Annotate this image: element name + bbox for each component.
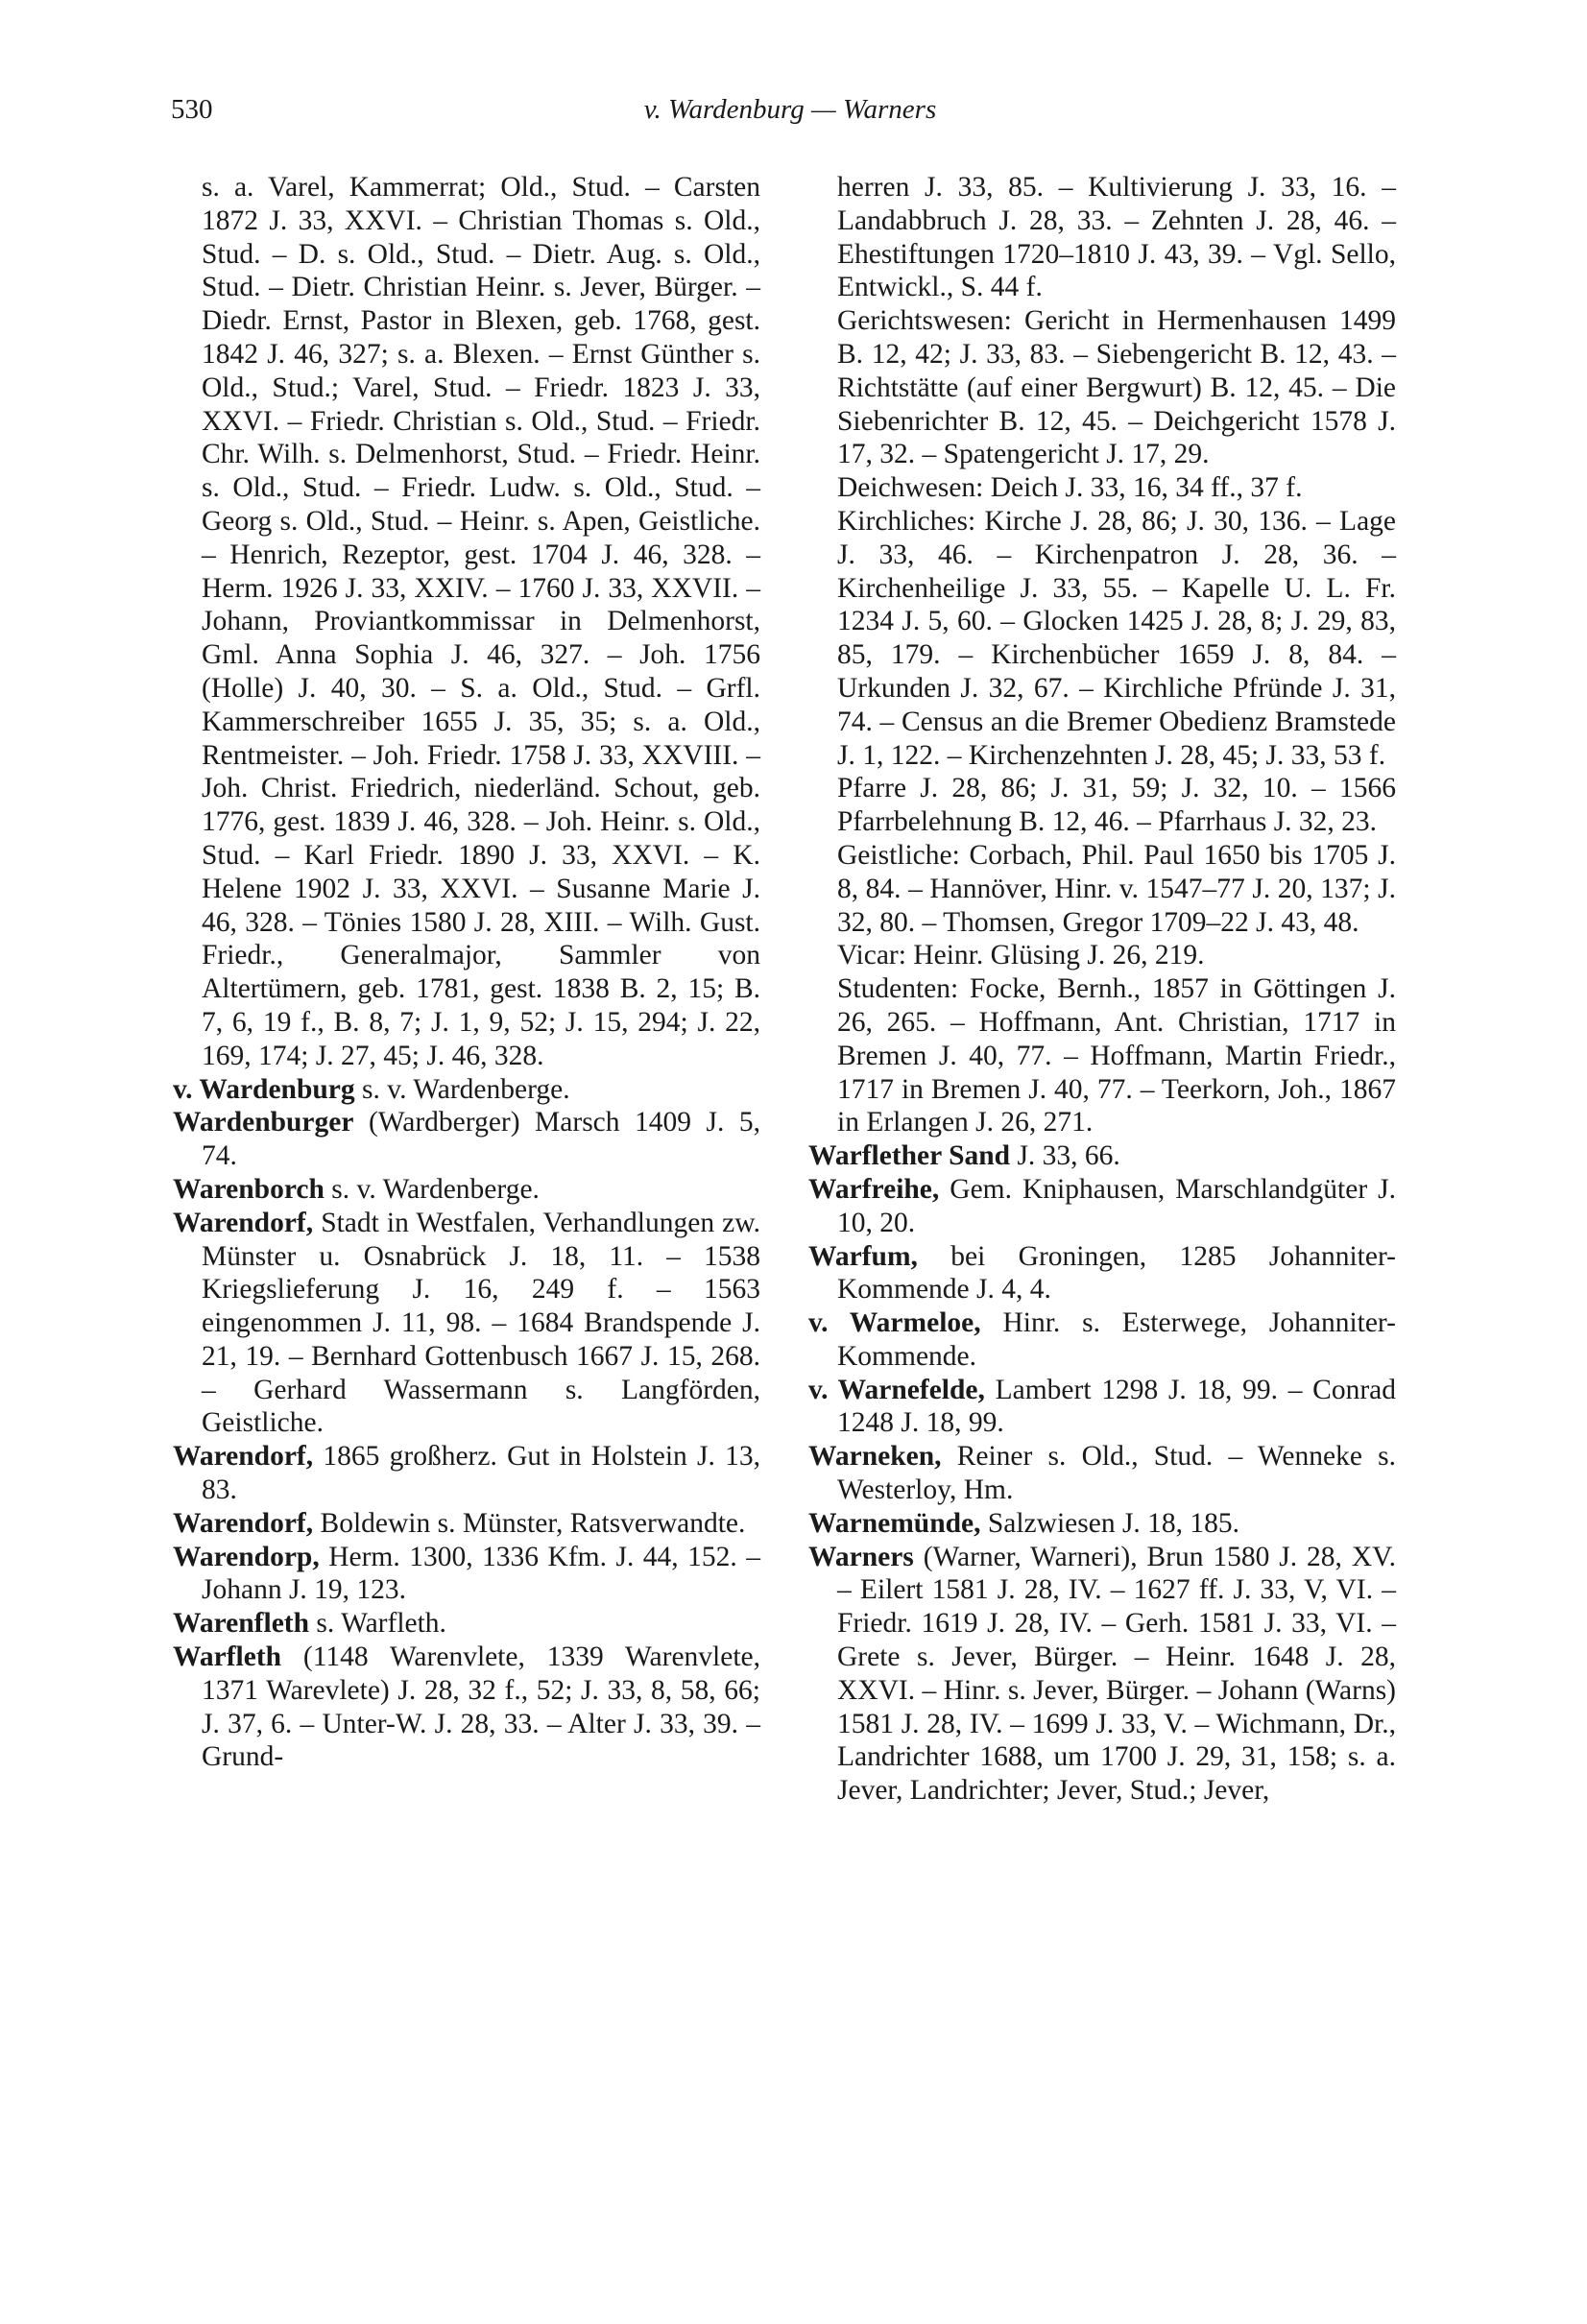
entry-headword: Warneken, [808, 1441, 942, 1473]
entry-text: Geistliche: Corbach, Phil. Paul 1650 bis 1705 J. 8, 84. – Hannöver, Hinr. v. 1547–77 J. 20, 137; J. 32, 80. – Thomsen, Gregor 1709–22 J. 43, 48. [837, 839, 1396, 938]
entry-text: Lambert 1298 J. 18, 99. – Conrad 1248 J. 18, 99. [837, 1374, 1397, 1439]
page-number: 530 [171, 94, 213, 125]
index-entry [808, 1507, 1396, 1541]
entry-text: Herm. 1300, 1336 Kfm. J. 44, 152. – Johann J. 19, 123. [202, 1541, 760, 1606]
entry-headword: v. Warmeloe, [808, 1307, 981, 1339]
index-entry [808, 1440, 1396, 1507]
index-entry [808, 1240, 1396, 1307]
entry-headword: Warflether Sand [808, 1140, 1011, 1172]
entry-headword: v. Warnefelde, [808, 1374, 985, 1405]
entry-text: Stadt in Westfalen, Verhandlungen zw. Münster u. Osnabrück J. 18, 11. – 1538 Kriegslieferung J. 16, 249 f. – 1563 eingenommen J. 11, 98. – 1684 Brandspende J. 21, 19. – Bernhard Gottenbusch 1667 J. 15, 268. – Gerhard Wassermann s. Langförden, Geistliche. [202, 1207, 760, 1439]
entry-headword: Warendorf, [173, 1207, 314, 1238]
index-entry-continuation [837, 772, 1396, 839]
entry-text: Boldewin s. Münster, Ratsverwandte. [313, 1507, 746, 1539]
entry-headword: Warfleth [173, 1641, 282, 1673]
entry-text: Hinr. s. Esterwege, Johanniter-Kommende. [837, 1307, 1396, 1372]
entry-text: s. v. Wardenberge. [354, 1073, 570, 1105]
entry-text: (1148 Warenvlete, 1339 Warenvlete, 1371 Warevlete) J. 28, 32 f., 52; J. 33, 8, 58, 66; J. 37, 6. – Unter-W. J. 28, 33. – Alter J. 33, 39. – Grund- [202, 1641, 760, 1773]
index-entry-continuation [837, 505, 1396, 772]
index-entry [173, 1541, 760, 1608]
index-entry [808, 1306, 1396, 1374]
index-entry [173, 1607, 760, 1641]
index-entry-continuation [837, 171, 1396, 304]
index-entry-continuation [202, 171, 760, 1073]
entry-headword: Warendorf, [173, 1507, 314, 1539]
index-entry [173, 1173, 760, 1207]
entry-headword: Warendorf, [173, 1441, 314, 1473]
entry-text: Studenten: Focke, Bernh., 1857 in Göttingen J. 26, 265. – Hoffmann, Ant. Christian, 1717 in Bremen J. 40, 77. – Hoffmann, Martin Friedr., 1717 in Bremen J. 40, 77. – Teerkorn, Joh., 1867 in Erlangen J. 26, 271. [837, 973, 1396, 1138]
index-entry-continuation [837, 939, 1396, 972]
entry-text: Salzwiesen J. 18, 185. [980, 1507, 1240, 1539]
index-entry-continuation [837, 972, 1396, 1139]
entry-text: Gem. Kniphausen, Marschlandgüter J. 10, 20. [837, 1173, 1396, 1238]
entry-headword: v. Wardenburg [173, 1073, 355, 1105]
index-entry [173, 1641, 760, 1774]
entry-headword: Warners [808, 1541, 914, 1572]
entry-text: 1865 großherz. Gut in Holstein J. 13, 83. [202, 1441, 760, 1506]
entry-text: s. Warfleth. [309, 1608, 446, 1640]
left-column [173, 171, 760, 1774]
index-entry [808, 1139, 1396, 1173]
entry-headword: Warfreihe, [808, 1173, 940, 1205]
entry-text: Reiner s. Old., Stud. – Wenneke s. Westerloy, Hm. [837, 1441, 1396, 1506]
entry-headword: Warenborch [173, 1173, 325, 1205]
entry-text: s. v. Wardenberge. [324, 1173, 540, 1205]
index-entry-continuation [837, 471, 1396, 505]
index-entry [173, 1207, 760, 1441]
entry-text: herren J. 33, 85. – Kultivierung J. 33, 16. – Landabbruch J. 28, 33. – Zehnten J. 28, 46. – Ehestiftungen 1720–1810 J. 43, 39. – Vgl. Sello, Entwickl., S. 44 f. [837, 172, 1396, 303]
entry-text: Deichwesen: Deich J. 33, 16, 34 ff., 37 f. [837, 472, 1303, 504]
entry-text: (Wardberger) Marsch 1409 J. 5, 74. [202, 1107, 760, 1172]
entry-headword: Warnemünde, [808, 1507, 981, 1539]
index-entry [808, 1541, 1396, 1808]
page-header [171, 94, 1409, 136]
index-entry-continuation [837, 304, 1396, 471]
index-entry [808, 1173, 1396, 1240]
index-entry [173, 1440, 760, 1507]
index-entry [173, 1106, 760, 1173]
entry-text: (Warner, Warneri), Brun 1580 J. 28, XV. – Eilert 1581 J. 28, IV. – 1627 ff. J. 33, V, VI. – Friedr. 1619 J. 28, IV. – Gerh. 1581 J. 33, VI. – Grete s. Jever, Bürger. – Heinr. 1648 J. 28, XXVI. – Hinr. s. Jever, Bürger. – Johann (Warns) 1581 J. 28, IV. – 1699 J. 33, V. – Wichmann, Dr., Landrichter 1688, um 1700 J. 29, 31, 158; s. a. Jever, Landrichter; Jever, Stud.; Jever, [837, 1541, 1396, 1807]
entry-headword: Warfum, [808, 1240, 918, 1272]
entry-headword: Wardenburger [173, 1107, 354, 1138]
running-title: v. Wardenburg — Warners [643, 94, 937, 125]
index-entry [173, 1073, 760, 1107]
entry-text: bei Groningen, 1285 Johanniter-Kommende J. 4, 4. [837, 1240, 1396, 1306]
entry-headword: Warendorp, [173, 1541, 320, 1572]
entry-text: Vicar: Heinr. Glüsing J. 26, 219. [837, 940, 1205, 971]
right-column [808, 171, 1396, 1808]
index-entry [173, 1507, 760, 1541]
entry-text: Kirchliches: Kirche J. 28, 86; J. 30, 136. – Lage J. 33, 46. – Kirchenpatron J. 28, 36. – Kirchenheilige J. 33, 55. – Kapelle U. L. Fr. 1234 J. 5, 60. – Glocken 1425 J. 28, 8; J. 29, 83, 85, 179. – Kirchenbücher 1659 J. 8, 84. – Urkunden J. 32, 67. – Kirchliche Pfründe J. 31, 74. – Census an die Bremer Obedienz Bramstede J. 1, 122. – Kirchenzehnten J. 28, 45; J. 33, 53 f. [837, 505, 1396, 771]
entry-text: J. 33, 66. [1010, 1140, 1120, 1172]
entry-text: Pfarre J. 28, 86; J. 31, 59; J. 32, 10. – 1566 Pfarrbelehnung B. 12, 46. – Pfarrhaus J. 32, 23. [837, 773, 1396, 838]
entry-headword: Warenfleth [173, 1608, 310, 1640]
index-entry [808, 1374, 1397, 1441]
index-entry-continuation [837, 839, 1396, 939]
entry-text: s. a. Varel, Kammerrat; Old., Stud. – Carsten 1872 J. 33, XXVI. – Christian Thomas s. Old., Stud. – D. s. Old., Stud. – Dietr. Aug. s. Old., Stud. – Dietr. Christian Heinr. s. Jever, Bürger. – Diedr. Ernst, Pastor in Blexen, geb. 1768, gest. 1842 J. 46, 327; s. a. Blexen. – Ernst Günther s. Old., Stud.; Varel, Stud. – Friedr. 1823 J. 33, XXVI. – Friedr. Christian s. Old., Stud. – Friedr. Chr. Wilh. s. Delmenhorst, Stud. – Friedr. Heinr. s. Old., Stud. – Friedr. Ludw. s. Old., Stud. – Georg s. Old., Stud. – Heinr. s. Apen, Geistliche. – Henrich, Rezeptor, gest. 1704 J. 46, 328. – Herm. 1926 J. 33, XXIV. – 1760 J. 33, XXVII. – Johann, Proviantkommissar in Delmenhorst, Gml. Anna Sophia J. 46, 327. – Joh. 1756 (Holle) J. 40, 30. – S. a. Old., Stud. – Grfl. Kammerschreiber 1655 J. 35, 35; s. a. Old., Rentmeister. – Joh. Friedr. 1758 J. 33, XXVIII. – Joh. Christ. Friedrich, niederländ. Schout, geb. 1776, gest. 1839 J. 46, 328. – Joh. Heinr. s. Old., Stud. – Karl Friedr. 1890 J. 33, XXVI. – K. Helene 1902 J. 33, XXVI. – Susanne Marie J. 46, 328. – Tönies 1580 J. 28, XIII. – Wilh. Gust. Friedr., Generalmajor, Sammler von Altertümern, geb. 1781, gest. 1838 B. 2, 15; B. 7, 6, 19 f., B. 8, 7; J. 1, 9, 52; J. 15, 294; J. 22, 169, 174; J. 27, 45; J. 46, 328. [202, 172, 760, 1071]
entry-text: Gerichtswesen: Gericht in Hermenhausen 1499 B. 12, 42; J. 33, 83. – Siebengericht B. 12, 43. – Richtstätte (auf einer Bergwurt) B. 12, 45. – Die Siebenrichter B. 12, 45. – Deichgericht 1578 J. 17, 32. – Spatengericht J. 17, 29. [837, 305, 1396, 470]
